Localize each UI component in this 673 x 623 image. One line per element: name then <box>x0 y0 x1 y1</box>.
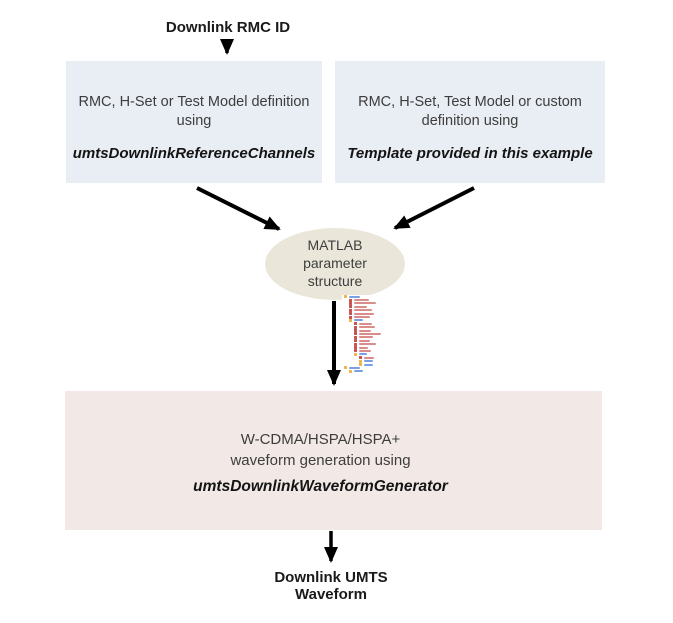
waveform-generator-box <box>65 391 602 530</box>
output-label-line1: Downlink UMTS <box>274 569 388 586</box>
downlink-rmc-id-label: Downlink RMC ID <box>165 19 291 36</box>
ellipse-line3: structure <box>307 273 363 289</box>
matlab-struct-thumbnail <box>342 295 400 375</box>
output-label-line2: Waveform <box>295 586 367 603</box>
tree-label-bar <box>359 350 371 352</box>
tree-label-bar <box>354 313 374 315</box>
right-definition-box <box>335 61 605 183</box>
right-box-line1: RMC, H-Set, Test Model or custom <box>358 94 582 110</box>
tree-label-bar <box>354 319 363 321</box>
tree-label-bar <box>364 360 373 362</box>
field-icon <box>354 349 357 352</box>
ellipse-line1: MATLAB <box>307 237 363 253</box>
tree-label-bar <box>359 326 375 328</box>
tree-label-bar <box>359 333 381 335</box>
generator-box-line1: W-CDMA/HSPA/HSPA+ <box>240 431 401 448</box>
generator-function-name: umtsDownlinkWaveformGenerator <box>193 478 448 495</box>
arrow-left-box-to-structure <box>197 188 279 229</box>
tree-label-bar <box>349 367 360 369</box>
left-box-line1: RMC, H-Set or Test Model definition <box>78 94 310 110</box>
tree-label-bar <box>354 316 370 318</box>
tree-label-bar <box>354 299 369 301</box>
right-box-line2: definition using <box>421 113 519 129</box>
folder-icon <box>349 370 352 373</box>
tree-label-bar <box>354 370 363 372</box>
folder-icon <box>354 353 357 356</box>
field-icon <box>349 312 352 315</box>
field-icon <box>349 305 352 308</box>
tree-label-bar <box>349 296 360 298</box>
tree-label-bar <box>364 357 374 359</box>
tree-label-bar <box>359 347 368 349</box>
tree-label-bar <box>354 302 376 304</box>
tree-label-bar <box>359 336 373 338</box>
tree-label-bar <box>359 340 370 342</box>
tree-row <box>342 370 400 373</box>
right-box-template-label: Template provided in this example <box>347 145 593 162</box>
ellipse-line2: parameter <box>303 255 367 271</box>
tree-label-bar <box>359 330 371 332</box>
field-icon <box>354 339 357 342</box>
folder-icon <box>344 366 347 369</box>
folder-icon <box>359 363 362 366</box>
folder-icon <box>344 295 347 298</box>
left-box-line2: using <box>176 113 212 129</box>
matlab-parameter-structure-ellipse <box>265 228 405 300</box>
tree-label-bar <box>359 353 367 355</box>
field-icon <box>359 356 362 359</box>
tree-label-bar <box>354 306 367 308</box>
folder-icon <box>349 319 352 322</box>
tree-label-bar <box>359 343 376 345</box>
downlink-umts-waveform-label <box>231 569 431 603</box>
tree-label-bar <box>354 309 372 311</box>
tree-label-bar <box>359 323 372 325</box>
arrow-right-box-to-structure <box>395 188 474 228</box>
tree-label-bar <box>364 364 373 366</box>
left-definition-box <box>66 61 322 183</box>
generator-box-line2: waveform generation using <box>230 452 411 469</box>
left-box-function-name: umtsDownlinkReferenceChannels <box>72 145 316 162</box>
field-icon <box>354 322 357 325</box>
